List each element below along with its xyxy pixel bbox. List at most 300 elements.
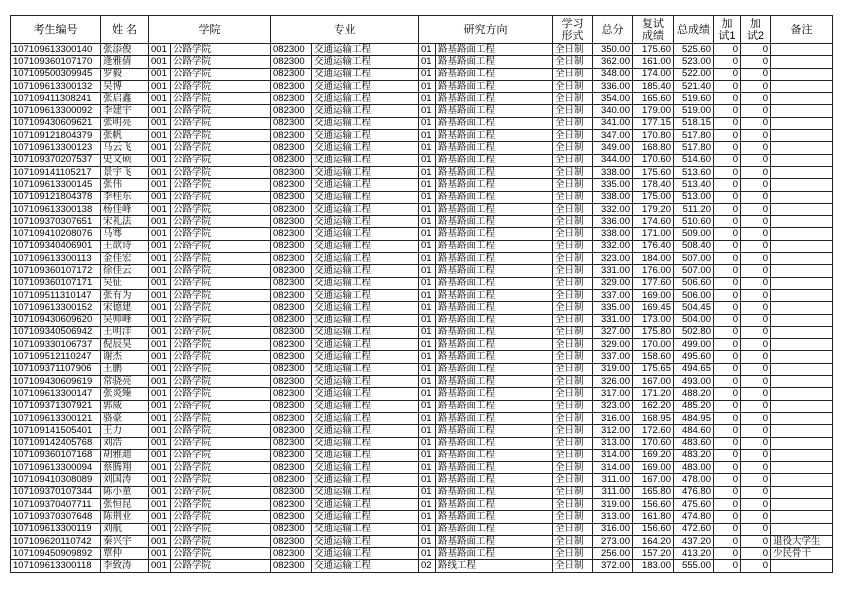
extra-test-2-cell: 0 <box>741 216 771 228</box>
candidate-id-cell: 107109370107344 <box>11 486 101 498</box>
retest-score-cell: 169.45 <box>633 302 674 314</box>
college-code-cell: 001 <box>149 80 171 92</box>
major-name-cell: 交通运输工程 <box>312 105 419 117</box>
candidate-id-cell: 107109511310147 <box>11 289 101 301</box>
college-name-cell: 公路学院 <box>171 376 271 388</box>
extra-test-1-cell: 0 <box>714 462 741 474</box>
remark-cell <box>771 400 833 412</box>
header-major: 专业 <box>271 16 419 44</box>
extra-test-1-cell: 0 <box>714 142 741 154</box>
direction-code-cell: 01 <box>419 462 436 474</box>
extra-test-2-cell: 0 <box>741 289 771 301</box>
direction-name-cell: 路基路面工程 <box>436 203 553 215</box>
college-name-cell: 公路学院 <box>171 474 271 486</box>
total-score-cell: 326.00 <box>593 376 633 388</box>
direction-code-cell: 01 <box>419 80 436 92</box>
candidate-id-cell: 107109371307921 <box>11 400 101 412</box>
major-name-cell: 交通运输工程 <box>312 560 419 572</box>
study-mode-cell: 全日制 <box>553 302 593 314</box>
table-row <box>11 203 833 215</box>
college-code-cell: 001 <box>149 130 171 142</box>
retest-score-cell: 170.60 <box>633 154 674 166</box>
study-mode-cell: 全日制 <box>553 179 593 191</box>
direction-code-cell: 01 <box>419 449 436 461</box>
study-mode-cell: 全日制 <box>553 166 593 178</box>
extra-test-2-cell: 0 <box>741 351 771 363</box>
extra-test-1-cell: 0 <box>714 474 741 486</box>
direction-name-cell: 路基路面工程 <box>436 437 553 449</box>
final-score-cell: 521.40 <box>674 80 714 92</box>
study-mode-cell: 全日制 <box>553 80 593 92</box>
header-extra-test-1: 加 试1 <box>714 16 741 44</box>
direction-name-cell: 路基路面工程 <box>436 154 553 166</box>
total-score-cell: 323.00 <box>593 253 633 265</box>
major-name-cell: 交通运输工程 <box>312 93 419 105</box>
retest-score-cell: 170.60 <box>633 437 674 449</box>
college-name-cell: 公路学院 <box>171 302 271 314</box>
table-row <box>11 240 833 252</box>
extra-test-1-cell: 0 <box>714 523 741 535</box>
extra-test-2-cell: 0 <box>741 105 771 117</box>
college-name-cell: 公路学院 <box>171 412 271 424</box>
study-mode-cell: 全日制 <box>553 289 593 301</box>
extra-test-1-cell: 0 <box>714 449 741 461</box>
major-code-cell: 082300 <box>271 302 312 314</box>
study-mode-cell: 全日制 <box>553 130 593 142</box>
study-mode-cell: 全日制 <box>553 351 593 363</box>
college-name-cell: 公路学院 <box>171 203 271 215</box>
major-name-cell: 交通运输工程 <box>312 523 419 535</box>
major-code-cell: 082300 <box>271 289 312 301</box>
candidate-name-cell: 张炎臻 <box>101 388 149 400</box>
major-code-cell: 082300 <box>271 68 312 80</box>
extra-test-1-cell: 0 <box>714 548 741 560</box>
college-code-cell: 001 <box>149 425 171 437</box>
major-code-cell: 082300 <box>271 326 312 338</box>
major-name-cell: 交通运输工程 <box>312 228 419 240</box>
retest-score-cell: 168.95 <box>633 412 674 424</box>
remark-cell <box>771 302 833 314</box>
study-mode-cell: 全日制 <box>553 253 593 265</box>
header-candidate-id: 考生编号 <box>11 16 101 44</box>
direction-code-cell: 01 <box>419 498 436 510</box>
direction-code-cell: 01 <box>419 326 436 338</box>
candidate-id-cell: 107109613300094 <box>11 462 101 474</box>
direction-code-cell: 01 <box>419 302 436 314</box>
major-code-cell: 082300 <box>271 265 312 277</box>
candidate-id-cell: 107109370307648 <box>11 511 101 523</box>
major-code-cell: 082300 <box>271 240 312 252</box>
college-name-cell: 公路学院 <box>171 56 271 68</box>
remark-cell <box>771 388 833 400</box>
study-mode-cell: 全日制 <box>553 56 593 68</box>
final-score-cell: 437.20 <box>674 535 714 547</box>
direction-name-cell: 路基路面工程 <box>436 474 553 486</box>
total-score-cell: 348.00 <box>593 68 633 80</box>
college-code-cell: 001 <box>149 437 171 449</box>
major-code-cell: 082300 <box>271 44 312 56</box>
college-name-cell: 公路学院 <box>171 437 271 449</box>
college-code-cell: 001 <box>149 326 171 338</box>
direction-code-cell: 01 <box>419 203 436 215</box>
remark-cell <box>771 130 833 142</box>
major-name-cell: 交通运输工程 <box>312 339 419 351</box>
direction-code-cell: 01 <box>419 228 436 240</box>
college-code-cell: 001 <box>149 498 171 510</box>
college-code-cell: 001 <box>149 44 171 56</box>
direction-name-cell: 路基路面工程 <box>436 412 553 424</box>
major-name-cell: 交通运输工程 <box>312 277 419 289</box>
remark-cell <box>771 449 833 461</box>
candidate-name-cell: 王鹏 <box>101 363 149 375</box>
direction-code-cell: 01 <box>419 314 436 326</box>
college-name-cell: 公路学院 <box>171 511 271 523</box>
remark-cell <box>771 412 833 424</box>
table-row <box>11 130 833 142</box>
college-code-cell: 001 <box>149 339 171 351</box>
candidate-name-cell: 张帆 <box>101 130 149 142</box>
major-code-cell: 082300 <box>271 166 312 178</box>
college-code-cell: 001 <box>149 314 171 326</box>
total-score-cell: 316.00 <box>593 412 633 424</box>
extra-test-1-cell: 0 <box>714 93 741 105</box>
candidate-name-cell: 马骞 <box>101 228 149 240</box>
major-name-cell: 交通运输工程 <box>312 68 419 80</box>
retest-score-cell: 171.00 <box>633 228 674 240</box>
total-score-cell: 332.00 <box>593 240 633 252</box>
candidate-name-cell: 秦兴宇 <box>101 535 149 547</box>
total-score-cell: 312.00 <box>593 425 633 437</box>
table-header <box>11 16 833 44</box>
direction-code-cell: 01 <box>419 289 436 301</box>
header-research-direction: 研究方向 <box>419 16 553 44</box>
table-row <box>11 486 833 498</box>
direction-name-cell: 路基路面工程 <box>436 265 553 277</box>
total-score-cell: 332.00 <box>593 203 633 215</box>
extra-test-2-cell: 0 <box>741 228 771 240</box>
retest-score-cell: 171.20 <box>633 388 674 400</box>
college-code-cell: 001 <box>149 449 171 461</box>
table-row <box>11 216 833 228</box>
retest-score-cell: 156.60 <box>633 498 674 510</box>
major-code-cell: 082300 <box>271 130 312 142</box>
candidate-name-cell: 宋礼法 <box>101 216 149 228</box>
candidate-id-cell: 107109340406901 <box>11 240 101 252</box>
major-name-cell: 交通运输工程 <box>312 289 419 301</box>
table-row <box>11 339 833 351</box>
study-mode-cell: 全日制 <box>553 216 593 228</box>
extra-test-2-cell: 0 <box>741 191 771 203</box>
study-mode-cell: 全日制 <box>553 535 593 547</box>
extra-test-1-cell: 0 <box>714 535 741 547</box>
total-score-cell: 362.00 <box>593 56 633 68</box>
remark-cell <box>771 314 833 326</box>
final-score-cell: 508.40 <box>674 240 714 252</box>
major-name-cell: 交通运输工程 <box>312 253 419 265</box>
candidate-name-cell: 李桂东 <box>101 191 149 203</box>
final-score-cell: 513.00 <box>674 191 714 203</box>
total-score-cell: 256.00 <box>593 548 633 560</box>
college-code-cell: 001 <box>149 376 171 388</box>
college-code-cell: 001 <box>149 412 171 424</box>
major-code-cell: 082300 <box>271 154 312 166</box>
college-code-cell: 001 <box>149 363 171 375</box>
candidate-id-cell: 107109141105217 <box>11 166 101 178</box>
total-score-cell: 314.00 <box>593 462 633 474</box>
major-name-cell: 交通运输工程 <box>312 240 419 252</box>
final-score-cell: 522.00 <box>674 68 714 80</box>
college-code-cell: 001 <box>149 548 171 560</box>
candidate-name-cell: 张有为 <box>101 289 149 301</box>
total-score-cell: 329.00 <box>593 277 633 289</box>
study-mode-cell: 全日制 <box>553 363 593 375</box>
college-code-cell: 001 <box>149 216 171 228</box>
remark-cell <box>771 154 833 166</box>
extra-test-1-cell: 0 <box>714 154 741 166</box>
table-row <box>11 363 833 375</box>
retest-score-cell: 170.80 <box>633 130 674 142</box>
direction-name-cell: 路基路面工程 <box>436 277 553 289</box>
total-score-cell: 341.00 <box>593 117 633 129</box>
direction-name-cell: 路基路面工程 <box>436 425 553 437</box>
extra-test-2-cell: 0 <box>741 548 771 560</box>
study-mode-cell: 全日制 <box>553 400 593 412</box>
direction-name-cell: 路基路面工程 <box>436 511 553 523</box>
remark-cell <box>771 80 833 92</box>
candidate-id-cell: 107109613300145 <box>11 179 101 191</box>
final-score-cell: 509.00 <box>674 228 714 240</box>
college-code-cell: 001 <box>149 191 171 203</box>
remark-cell <box>771 289 833 301</box>
major-name-cell: 交通运输工程 <box>312 154 419 166</box>
table-row <box>11 80 833 92</box>
extra-test-2-cell: 0 <box>741 265 771 277</box>
major-name-cell: 交通运输工程 <box>312 80 419 92</box>
direction-code-cell: 01 <box>419 93 436 105</box>
remark-cell <box>771 498 833 510</box>
college-code-cell: 001 <box>149 203 171 215</box>
major-code-cell: 082300 <box>271 535 312 547</box>
retest-score-cell: 179.20 <box>633 203 674 215</box>
college-name-cell: 公路学院 <box>171 560 271 572</box>
direction-code-cell: 01 <box>419 437 436 449</box>
candidate-name-cell: 郭威 <box>101 400 149 412</box>
total-score-cell: 347.00 <box>593 130 633 142</box>
candidate-name-cell: 刘浩 <box>101 437 149 449</box>
remark-cell <box>771 228 833 240</box>
major-code-cell: 082300 <box>271 376 312 388</box>
final-score-cell: 484.60 <box>674 425 714 437</box>
extra-test-2-cell: 0 <box>741 130 771 142</box>
college-code-cell: 001 <box>149 289 171 301</box>
major-name-cell: 交通运输工程 <box>312 400 419 412</box>
candidate-name-cell: 蔡腾翔 <box>101 462 149 474</box>
candidate-name-cell: 刘国涛 <box>101 474 149 486</box>
total-score-cell: 311.00 <box>593 486 633 498</box>
candidate-name-cell: 陈荆业 <box>101 511 149 523</box>
extra-test-1-cell: 0 <box>714 326 741 338</box>
direction-name-cell: 路基路面工程 <box>436 179 553 191</box>
total-score-cell: 327.00 <box>593 326 633 338</box>
extra-test-1-cell: 0 <box>714 216 741 228</box>
remark-cell <box>771 376 833 388</box>
extra-test-2-cell: 0 <box>741 253 771 265</box>
college-name-cell: 公路学院 <box>171 166 271 178</box>
college-name-cell: 公路学院 <box>171 240 271 252</box>
total-score-cell: 317.00 <box>593 388 633 400</box>
final-score-cell: 518.15 <box>674 117 714 129</box>
retest-score-cell: 173.00 <box>633 314 674 326</box>
college-code-cell: 001 <box>149 142 171 154</box>
candidate-id-cell: 107109411308241 <box>11 93 101 105</box>
candidate-id-cell: 107109360107168 <box>11 449 101 461</box>
direction-code-cell: 01 <box>419 277 436 289</box>
final-score-cell: 525.60 <box>674 44 714 56</box>
final-score-cell: 478.00 <box>674 474 714 486</box>
header-remark: 备注 <box>771 16 833 44</box>
major-name-cell: 交通运输工程 <box>312 166 419 178</box>
remark-cell <box>771 240 833 252</box>
retest-score-cell: 158.60 <box>633 351 674 363</box>
final-score-cell: 513.40 <box>674 179 714 191</box>
remark-cell <box>771 191 833 203</box>
extra-test-1-cell: 0 <box>714 253 741 265</box>
candidate-name-cell: 王歆诗 <box>101 240 149 252</box>
header-retest-score: 复试 成绩 <box>633 16 674 44</box>
direction-name-cell: 路基路面工程 <box>436 253 553 265</box>
table-row <box>11 314 833 326</box>
final-score-cell: 474.80 <box>674 511 714 523</box>
college-code-cell: 001 <box>149 523 171 535</box>
college-code-cell: 001 <box>149 511 171 523</box>
final-score-cell: 476.80 <box>674 486 714 498</box>
extra-test-2-cell: 0 <box>741 203 771 215</box>
candidate-id-cell: 107109512110247 <box>11 351 101 363</box>
college-code-cell: 001 <box>149 56 171 68</box>
remark-cell <box>771 44 833 56</box>
extra-test-1-cell: 0 <box>714 289 741 301</box>
direction-name-cell: 路基路面工程 <box>436 80 553 92</box>
candidate-id-cell: 107109370207537 <box>11 154 101 166</box>
candidate-id-cell: 107109430609619 <box>11 376 101 388</box>
college-name-cell: 公路学院 <box>171 80 271 92</box>
direction-name-cell: 路基路面工程 <box>436 105 553 117</box>
retest-score-cell: 167.00 <box>633 474 674 486</box>
candidate-name-cell: 李致涛 <box>101 560 149 572</box>
extra-test-2-cell: 0 <box>741 474 771 486</box>
retest-score-cell: 177.15 <box>633 117 674 129</box>
extra-test-1-cell: 0 <box>714 486 741 498</box>
remark-cell <box>771 117 833 129</box>
extra-test-1-cell: 0 <box>714 117 741 129</box>
study-mode-cell: 全日制 <box>553 437 593 449</box>
table-row <box>11 412 833 424</box>
table-row <box>11 449 833 461</box>
candidate-id-cell: 107109613300132 <box>11 80 101 92</box>
extra-test-2-cell: 0 <box>741 388 771 400</box>
direction-code-cell: 01 <box>419 363 436 375</box>
direction-code-cell: 01 <box>419 351 436 363</box>
extra-test-2-cell: 0 <box>741 535 771 547</box>
candidate-id-cell: 107109360107170 <box>11 56 101 68</box>
candidate-id-cell: 107109410308089 <box>11 474 101 486</box>
major-code-cell: 082300 <box>271 523 312 535</box>
major-code-cell: 082300 <box>271 56 312 68</box>
major-code-cell: 082300 <box>271 105 312 117</box>
total-score-cell: 344.00 <box>593 154 633 166</box>
college-name-cell: 公路学院 <box>171 154 271 166</box>
study-mode-cell: 全日制 <box>553 142 593 154</box>
total-score-cell: 319.00 <box>593 363 633 375</box>
final-score-cell: 517.80 <box>674 142 714 154</box>
candidate-id-cell: 107109613300147 <box>11 388 101 400</box>
major-name-cell: 交通运输工程 <box>312 535 419 547</box>
direction-code-cell: 01 <box>419 523 436 535</box>
candidate-id-cell: 107109613300113 <box>11 253 101 265</box>
final-score-cell: 506.00 <box>674 289 714 301</box>
candidate-id-cell: 107109330106737 <box>11 339 101 351</box>
major-name-cell: 交通运输工程 <box>312 363 419 375</box>
final-score-cell: 488.20 <box>674 388 714 400</box>
remark-cell <box>771 339 833 351</box>
total-score-cell: 314.00 <box>593 449 633 461</box>
retest-score-cell: 174.00 <box>633 68 674 80</box>
study-mode-cell: 全日制 <box>553 265 593 277</box>
study-mode-cell: 全日制 <box>553 240 593 252</box>
retest-score-cell: 165.80 <box>633 486 674 498</box>
direction-name-cell: 路基路面工程 <box>436 240 553 252</box>
candidate-id-cell: 107109620110742 <box>11 535 101 547</box>
candidate-id-cell: 107109360107172 <box>11 265 101 277</box>
final-score-cell: 413.20 <box>674 548 714 560</box>
remark-cell <box>771 56 833 68</box>
direction-code-cell: 01 <box>419 56 436 68</box>
college-code-cell: 001 <box>149 277 171 289</box>
major-name-cell: 交通运输工程 <box>312 314 419 326</box>
total-score-cell: 313.00 <box>593 437 633 449</box>
final-score-cell: 519.00 <box>674 105 714 117</box>
table-row <box>11 289 833 301</box>
major-code-cell: 082300 <box>271 412 312 424</box>
study-mode-cell: 全日制 <box>553 339 593 351</box>
final-score-cell: 504.45 <box>674 302 714 314</box>
extra-test-2-cell: 0 <box>741 486 771 498</box>
direction-name-cell: 路基路面工程 <box>436 93 553 105</box>
extra-test-2-cell: 0 <box>741 449 771 461</box>
table-row <box>11 253 833 265</box>
header-total-score: 总分 <box>593 16 633 44</box>
retest-score-cell: 175.65 <box>633 363 674 375</box>
total-score-cell: 313.00 <box>593 511 633 523</box>
extra-test-1-cell: 0 <box>714 412 741 424</box>
direction-code-cell: 01 <box>419 376 436 388</box>
remark-cell <box>771 474 833 486</box>
retest-score-cell: 156.60 <box>633 523 674 535</box>
remark-cell: 退役大学生 <box>771 535 833 547</box>
direction-code-cell: 01 <box>419 216 436 228</box>
study-mode-cell: 全日制 <box>553 314 593 326</box>
major-name-cell: 交通运输工程 <box>312 449 419 461</box>
extra-test-2-cell: 0 <box>741 302 771 314</box>
college-code-cell: 001 <box>149 302 171 314</box>
total-score-cell: 335.00 <box>593 302 633 314</box>
direction-name-cell: 路线工程 <box>436 560 553 572</box>
table-body <box>11 44 833 573</box>
college-name-cell: 公路学院 <box>171 425 271 437</box>
extra-test-2-cell: 0 <box>741 363 771 375</box>
table-row <box>11 179 833 191</box>
extra-test-2-cell: 0 <box>741 437 771 449</box>
